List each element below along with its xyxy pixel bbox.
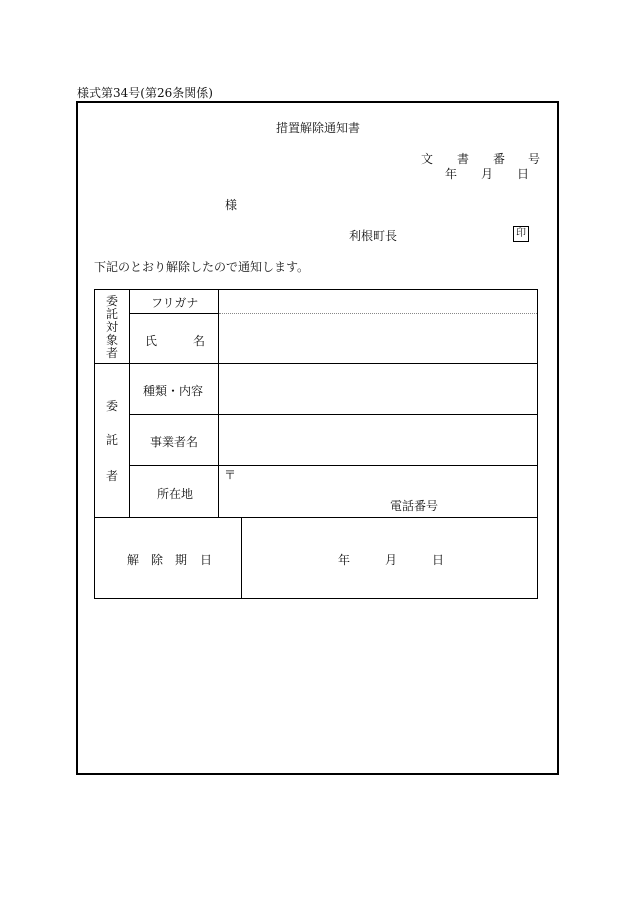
release-label-char-2: 除	[151, 553, 164, 567]
table-top-border	[94, 289, 538, 290]
name-label-char-2: 名	[193, 334, 206, 348]
seal-mark: 印	[513, 226, 529, 242]
release-col-sep	[241, 517, 242, 599]
addressee-suffix: 様	[225, 198, 238, 212]
row-line-release-top	[94, 517, 538, 518]
postal-mark: 〒	[224, 468, 237, 482]
release-label-char-4: 日	[200, 553, 213, 567]
company-label: 事業者名	[150, 435, 199, 449]
intro-text: 下記のとおり解除したので通知します。	[94, 260, 310, 274]
notice-form	[76, 101, 559, 775]
name-label-char-1: 氏	[145, 334, 158, 348]
doc-number-char-4: 号	[528, 152, 541, 166]
table-right-border	[537, 289, 538, 599]
group1-label-3: 対	[105, 320, 118, 334]
doc-number-char-1: 文	[421, 152, 434, 166]
group1-label-2: 託	[105, 307, 118, 321]
group1-label-5: 者	[105, 346, 118, 360]
release-label-char-3: 期	[175, 553, 188, 567]
row-line-company-top	[129, 414, 538, 415]
row-line-group2-top	[94, 363, 538, 364]
group2-label-2: 託	[105, 433, 118, 447]
doc-number-char-3: 番	[493, 152, 506, 166]
furigana-dotted-line	[219, 313, 537, 314]
sender-name: 利根町長	[349, 229, 398, 243]
date-month-label: 月	[481, 167, 494, 181]
group1-label-4: 象	[105, 333, 118, 347]
release-label-char-1: 解	[127, 553, 140, 567]
release-year-label: 年	[338, 553, 351, 567]
group2-label-1: 委	[105, 399, 118, 413]
col-sep-2	[218, 289, 219, 518]
date-year-label: 年	[445, 167, 458, 181]
phone-label: 電話番号	[390, 499, 439, 513]
release-day-label: 日	[432, 553, 445, 567]
date-day-label: 日	[517, 167, 530, 181]
release-month-label: 月	[385, 553, 398, 567]
form-number-label: 様式第34号(第26条関係)	[77, 86, 213, 100]
furigana-label: フリガナ	[151, 296, 199, 310]
col-sep-1	[129, 289, 130, 518]
group2-label-3: 者	[105, 469, 118, 483]
kind-label: 種類・内容	[143, 384, 204, 398]
row-line-name-top	[129, 313, 219, 314]
table-left-border	[94, 289, 95, 599]
document-title: 措置解除通知書	[276, 121, 361, 135]
table-bottom-border	[94, 598, 538, 599]
row-line-address-top	[129, 465, 538, 466]
group1-label-1: 委	[105, 294, 118, 308]
address-label: 所在地	[157, 487, 194, 501]
doc-number-char-2: 書	[457, 152, 470, 166]
